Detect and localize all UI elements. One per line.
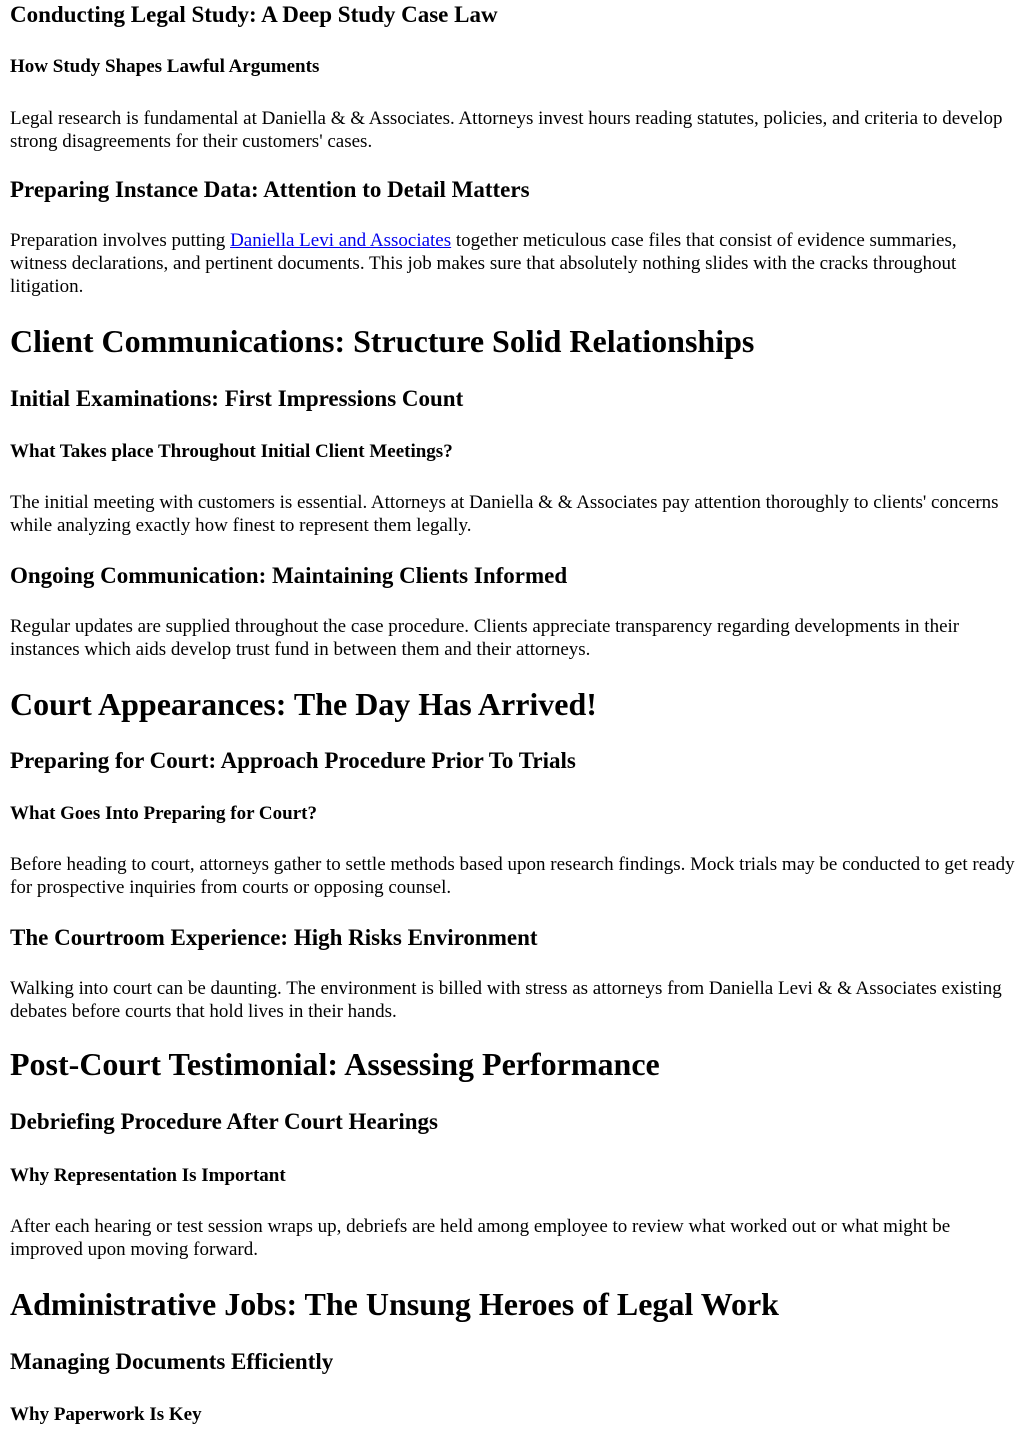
subheading-what-goes-into-court: What Goes Into Preparing for Court?	[10, 803, 317, 824]
paragraph-before-court: Before heading to court, attorneys gather to settle methods based upon research findings. Mock trials may be conducted to get ready for prospective inquiries from courts or opposing counsel.	[10, 854, 1015, 898]
heading-initial-examinations: Initial Examinations: First Impressions Count	[10, 386, 464, 411]
paragraph-preparation-start: Preparation involves putting	[10, 230, 231, 251]
paragraph-initial-meeting: The initial meeting with customers is essential. Attorneys at Daniella & & Associates pay attention thoroughly to clients' concerns while analyzing exactly how finest to represent them legally.	[10, 492, 999, 536]
section-heading-administrative-jobs: Administrative Jobs: The Unsung Heroes of Legal Work	[10, 1286, 779, 1322]
paragraph-walking-into-court: Walking into court can be daunting. The environment is billed with stress as attorneys from Daniella Levi & & Associates existing debates before courts that hold lives in their hands.	[10, 978, 1002, 1022]
paragraph-preparation	[10, 229, 1015, 298]
section-heading-legal-study: Conducting Legal Study: A Deep Study Case Law	[10, 2, 498, 27]
heading-debriefing: Debriefing Procedure After Court Hearings	[10, 1109, 438, 1134]
section-heading-client-communications: Client Communications: Structure Solid Relationships	[10, 323, 755, 359]
heading-preparing-for-court: Preparing for Court: Approach Procedure Prior To Trials	[10, 748, 576, 773]
paragraph-preparation-end: together meticulous case files that consist of evidence summaries, witness declarations, and pertinent documents. This job makes sure that absolutely nothing slides with the cracks throughout litigation.	[10, 230, 957, 297]
paragraph-regular-updates: Regular updates are supplied throughout the case procedure. Clients appreciate transparency regarding developments in their instances which aids develop trust fund in between them and their attorneys.	[10, 616, 960, 660]
subheading-paperwork-key: Why Paperwork Is Key	[10, 1404, 202, 1425]
heading-preparing-instance-data: Preparing Instance Data: Attention to Detail Matters	[10, 177, 530, 202]
subheading-initial-meetings: What Takes place Throughout Initial Client Meetings?	[10, 441, 453, 462]
section-heading-court-appearances: Court Appearances: The Day Has Arrived!	[10, 686, 597, 722]
paragraph-legal-research: Legal research is fundamental at Daniella & & Associates. Attorneys invest hours reading statutes, policies, and criteria to develop strong disagreements for their customers' cases.	[10, 108, 1003, 152]
subheading-research-arguments: How Study Shapes Lawful Arguments	[10, 56, 320, 77]
section-heading-post-court: Post-Court Testimonial: Assessing Performance	[10, 1046, 660, 1082]
subheading-representation: Why Representation Is Important	[10, 1165, 286, 1186]
paragraph-debriefs: After each hearing or test session wraps up, debriefs are held among employee to review what worked out or what might be improved upon moving forward.	[10, 1216, 951, 1260]
heading-ongoing-communication: Ongoing Communication: Maintaining Clients Informed	[10, 563, 568, 588]
heading-courtroom-experience: The Courtroom Experience: High Risks Environment	[10, 925, 538, 950]
heading-managing-documents: Managing Documents Efficiently	[10, 1349, 334, 1374]
daniella-levi-link[interactable]: Daniella Levi and Associates	[230, 230, 452, 251]
